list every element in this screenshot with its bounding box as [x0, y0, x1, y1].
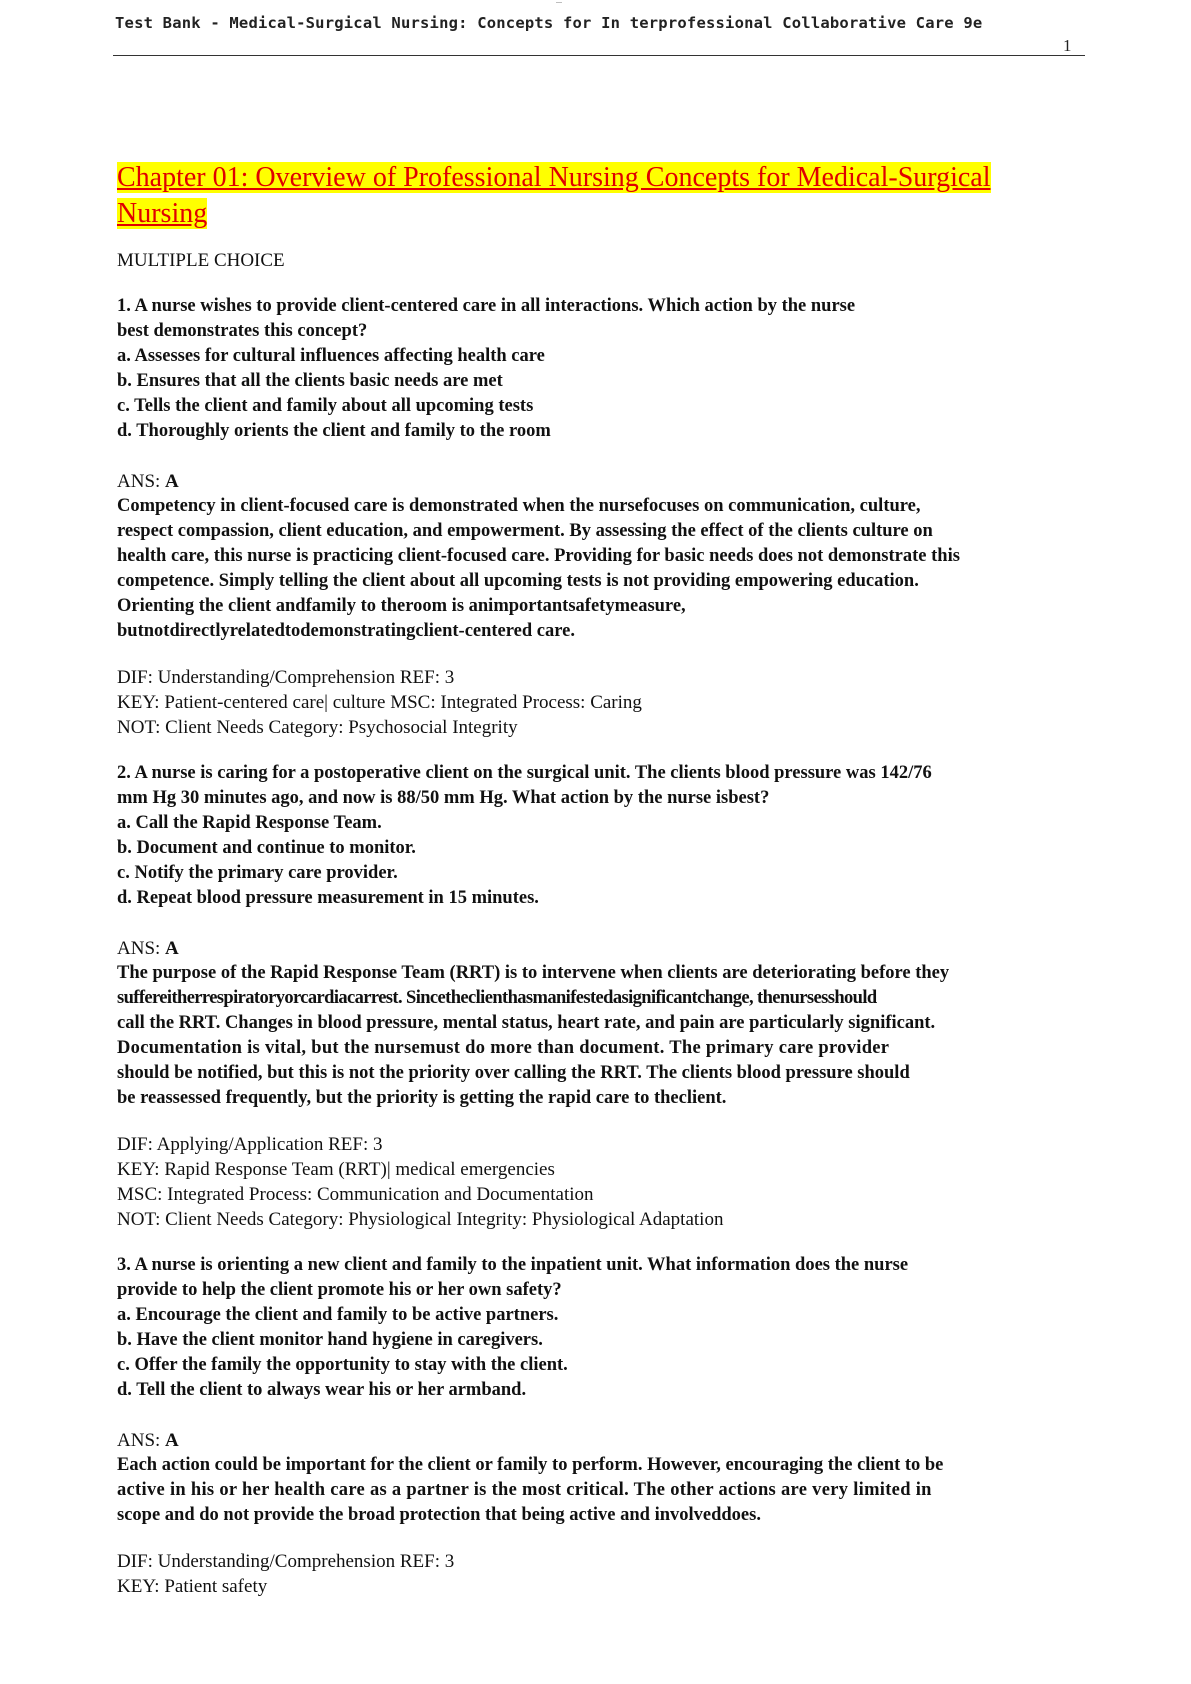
header-divider	[113, 55, 1085, 56]
rationale-line: Orienting the client andfamily to theroom is animportantsafetymeasure,	[117, 596, 686, 616]
rationale-line: scope and do not provide the broad protection that being active and involveddoes.	[117, 1505, 761, 1525]
answer-option-b: b. Have the client monitor hand hygiene in caregivers.	[117, 1330, 543, 1350]
rationale-line: Documentation is vital, but the nursemust do more than document. The primary care provider	[117, 1038, 890, 1058]
top-mark: ---	[556, 0, 562, 6]
answer-key	[117, 1428, 1087, 1453]
question-stem-line: provide to help the client promote his or her own safety?	[117, 1280, 562, 1300]
question-stem-line: 2. A nurse is caring for a postoperative client on the surgical unit. The clients blood pressure was 142/76	[117, 763, 932, 783]
rationale-line: active in his or her health care as a partner is the most critical. The other actions are very limited in	[117, 1480, 932, 1500]
rationale-line: competence. Simply telling the client about all upcoming tests is not providing empowering education.	[117, 571, 919, 591]
question-2	[117, 761, 1087, 1232]
rationale-line: The purpose of the Rapid Response Team (RRT) is to intervene when clients are deteriorating before they	[117, 963, 950, 983]
question-stem-line: 3. A nurse is orienting a new client and family to the inpatient unit. What information does the nurse	[117, 1255, 909, 1275]
answer-value: A	[165, 938, 179, 959]
answer-label: ANS:	[117, 938, 161, 959]
rationale-line: Competency in client-focused care is demonstrated when the nursefocuses on communication, culture,	[117, 496, 921, 516]
question-3	[117, 1253, 1087, 1599]
answer-option-b: b. Ensures that all the clients basic needs are met	[117, 371, 503, 391]
meta-line: MSC: Integrated Process: Communication and Documentation	[117, 1184, 594, 1205]
rationale-line: butnotdirectlyrelatedtodemonstratingclient-centered care.	[117, 621, 575, 641]
answer-label: ANS:	[117, 471, 161, 492]
meta-line: NOT: Client Needs Category: Psychosocial Integrity	[117, 717, 518, 738]
meta-line: KEY: Patient-centered care| culture MSC: Integrated Process: Caring	[117, 692, 642, 713]
question-stem-line: mm Hg 30 minutes ago, and now is 88/50 mm Hg. What action by the nurse isbest?	[117, 788, 770, 808]
answer-key	[117, 469, 1087, 494]
meta-line: KEY: Rapid Response Team (RRT)| medical emergencies	[117, 1159, 555, 1180]
page-header-title: Test Bank - Medical-Surgical Nursing: Concepts for In terprofessional Collaborative Care 9e	[115, 14, 983, 32]
answer-option-c: c. Tells the client and family about all upcoming tests	[117, 396, 534, 416]
answer-value: A	[165, 1430, 179, 1451]
question-stem-line: best demonstrates this concept?	[117, 321, 368, 341]
rationale-line: health care, this nurse is practicing client-focused care. Providing for basic needs does not demonstrate this	[117, 546, 960, 566]
question-stem-line: 1. A nurse wishes to provide client-centered care in all interactions. Which action by the nurse	[117, 296, 856, 316]
chapter-title: Chapter 01: Overview of Professional Nursing Concepts for Medical-Surgical Nursing	[117, 162, 991, 229]
rationale-line: call the RRT. Changes in blood pressure, mental status, heart rate, and pain are particularly significant.	[117, 1013, 936, 1033]
answer-key	[117, 936, 1087, 961]
answer-option-d: d. Repeat blood pressure measurement in 15 minutes.	[117, 888, 539, 908]
answer-option-a: a. Assesses for cultural influences affecting health care	[117, 346, 545, 366]
page-number: 1	[1063, 36, 1072, 55]
answer-option-a: a. Encourage the client and family to be active partners.	[117, 1305, 559, 1325]
meta-line: DIF: Understanding/Comprehension REF: 3	[117, 667, 455, 688]
answer-label: ANS:	[117, 1430, 161, 1451]
rationale-line: should be notified, but this is not the priority over calling the RRT. The clients blood pressure should	[117, 1063, 910, 1083]
question-metadata	[117, 665, 1087, 740]
meta-line: DIF: Applying/Application REF: 3	[117, 1134, 383, 1155]
meta-line: NOT: Client Needs Category: Physiological Integrity: Physiological Adaptation	[117, 1209, 724, 1230]
rationale-line: Each action could be important for the client or family to perform. However, encouraging the client to be	[117, 1455, 944, 1475]
answer-option-c: c. Notify the primary care provider.	[117, 863, 398, 883]
rationale-line: respect compassion, client education, and empowerment. By assessing the effect of the clients culture on	[117, 521, 933, 541]
answer-option-d: d. Tell the client to always wear his or her armband.	[117, 1380, 527, 1400]
rationale-line: be reassessed frequently, but the priority is getting the rapid care to theclient.	[117, 1088, 727, 1108]
meta-line: DIF: Understanding/Comprehension REF: 3	[117, 1551, 455, 1572]
rationale-line: suffereitherrespiratoryorcardiacarrest. Sincetheclienthasmanifestedasignificantchange, thenursesshould	[117, 988, 877, 1008]
question-metadata	[117, 1132, 1087, 1232]
question-metadata	[117, 1549, 1087, 1599]
answer-value: A	[165, 471, 179, 492]
answer-option-d: d. Thoroughly orients the client and family to the room	[117, 421, 551, 441]
answer-option-a: a. Call the Rapid Response Team.	[117, 813, 382, 833]
document-body	[117, 160, 1087, 1599]
meta-line: KEY: Patient safety	[117, 1576, 268, 1597]
answer-option-b: b. Document and continue to monitor.	[117, 838, 416, 858]
section-label: MULTIPLE CHOICE	[117, 250, 285, 271]
answer-option-c: c. Offer the family the opportunity to stay with the client.	[117, 1355, 568, 1375]
question-1	[117, 294, 1087, 740]
